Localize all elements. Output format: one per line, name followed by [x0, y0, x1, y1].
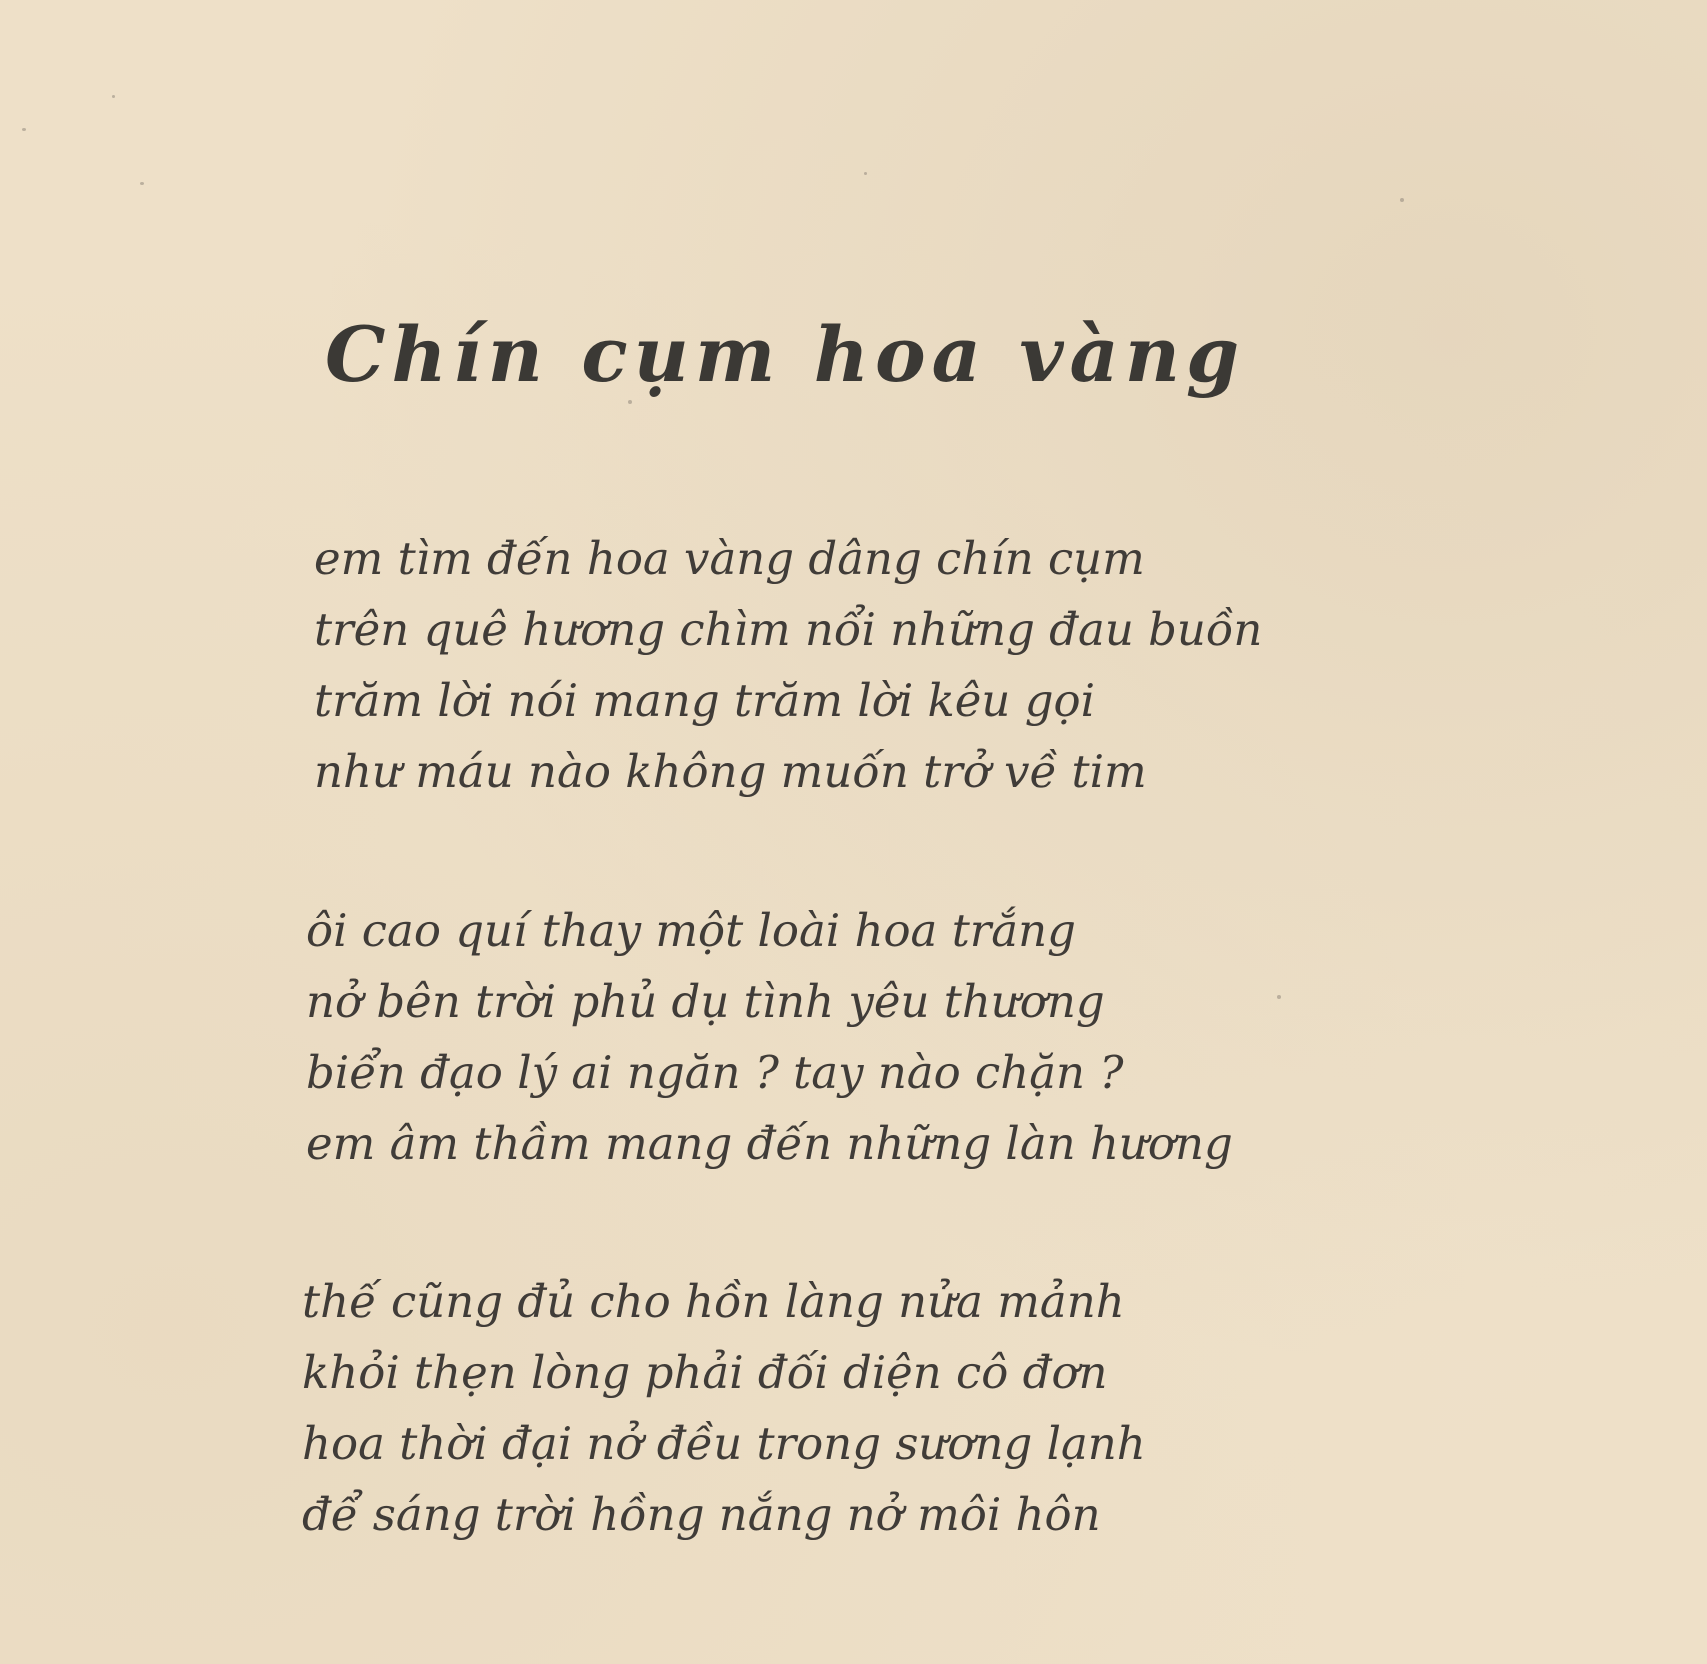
poem-line: hoa thời đại nở đều trong sương lạnh [302, 1417, 1146, 1470]
poem-line: trên quê hương chìm nổi những đau buồn [314, 603, 1263, 656]
poem-line: như máu nào không muốn trở về tim [314, 745, 1147, 798]
poem-line: trăm lời nói mang trăm lời kêu gọi [314, 674, 1095, 727]
paper-speck [22, 128, 26, 131]
poem-line: em âm thầm mang đến những làn hương [306, 1117, 1233, 1170]
paper-speck [112, 95, 115, 98]
poem-line: ôi cao quí thay một loài hoa trắng [306, 904, 1076, 957]
poem-line: để sáng trời hồng nắng nở môi hôn [302, 1488, 1101, 1541]
stanza-3 [302, 1266, 1146, 1550]
poem-line: khỏi thẹn lòng phải đối diện cô đơn [302, 1346, 1108, 1399]
paper-speck [140, 182, 144, 185]
paper-speck [1400, 198, 1404, 202]
paper-speck [1277, 995, 1281, 999]
poem-line: biển đạo lý ai ngăn ? tay nào chặn ? [306, 1046, 1124, 1099]
paper-speck [628, 400, 632, 404]
stanza-2 [306, 895, 1233, 1179]
stanza-1 [314, 523, 1262, 807]
poem-title: Chín cụm hoa vàng [325, 310, 1246, 399]
poem-line: nở bên trời phủ dụ tình yêu thương [306, 975, 1105, 1028]
poem-line: em tìm đến hoa vàng dâng chín cụm [314, 532, 1145, 585]
paper-speck [864, 172, 867, 175]
poem-line: thế cũng đủ cho hồn làng nửa mảnh [302, 1275, 1125, 1328]
